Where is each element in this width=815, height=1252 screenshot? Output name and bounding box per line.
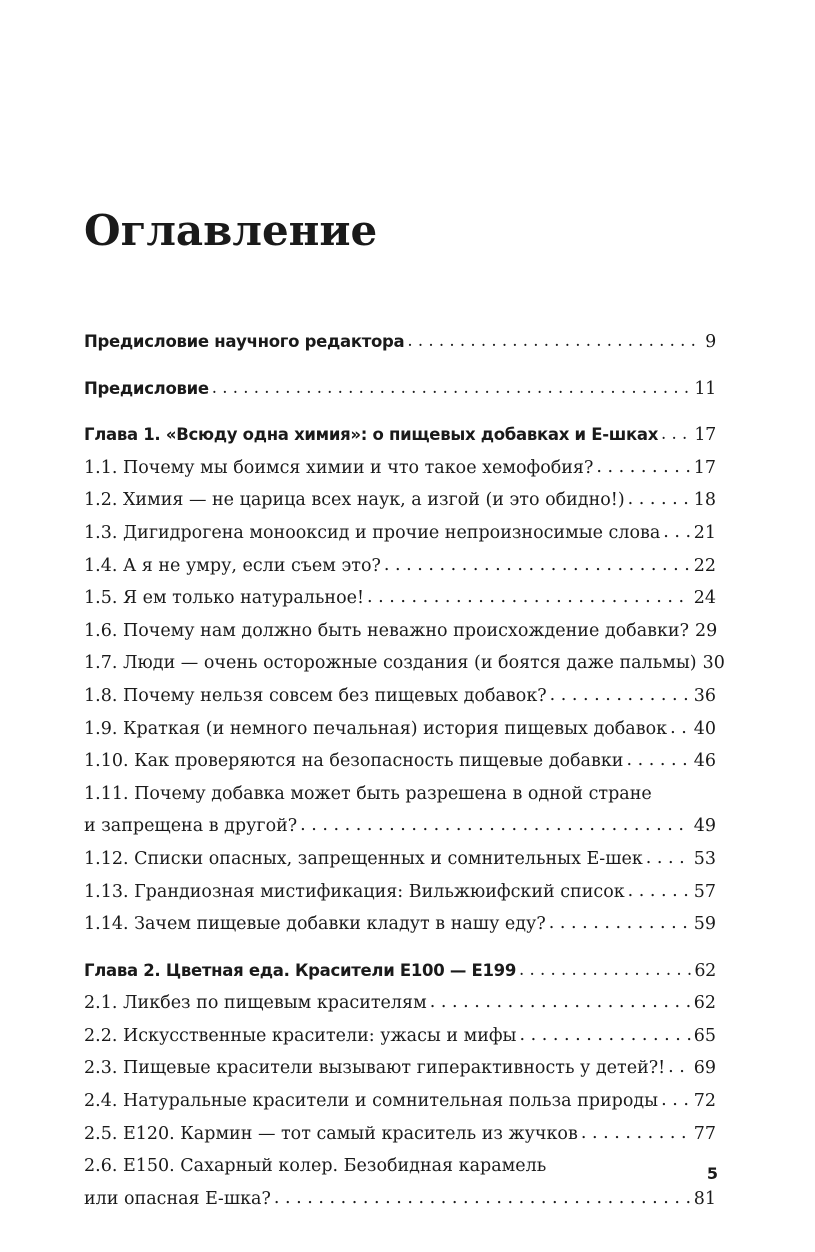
- toc-entry-1-4[interactable]: [84, 550, 716, 583]
- toc-entry-page: 21: [693, 522, 716, 543]
- toc-entry-2-6[interactable]: [84, 1183, 716, 1216]
- toc-entry-label: 1.3. Дигидрогена монооксид и прочие непроизносимые слова: [84, 522, 661, 543]
- toc-entry-chapter-2[interactable]: [84, 955, 716, 988]
- leader-dots: [668, 1051, 691, 1084]
- toc-entry-page: 18: [693, 490, 716, 511]
- toc-entry-label: 1.5. Я ем только натуральное!: [84, 588, 365, 609]
- toc-entry-label: 2.4. Натуральные красители и сомнительная польза природы: [84, 1091, 659, 1112]
- leader-dots: [274, 1182, 691, 1215]
- leader-dots: [549, 907, 691, 940]
- toc-entry-label: 1.9. Краткая (и немного печальная) история пищевых добавок: [84, 718, 668, 739]
- toc-entry-1-11-line1[interactable]: [84, 778, 716, 811]
- toc-entry-1-9[interactable]: [84, 713, 716, 746]
- toc-entry-page: 53: [693, 848, 716, 869]
- toc-entry-label: Глава 2. Цветная еда. Красители Е100 — Е199: [84, 960, 517, 980]
- toc-entry-label: 1.6. Почему нам должно быть неважно происхождение добавки?: [84, 620, 689, 641]
- toc-entry-1-12[interactable]: [84, 843, 716, 876]
- toc-entry-chapter-1[interactable]: [84, 419, 716, 452]
- toc-entry-label: 2.1. Ликбез по пищевым красителям: [84, 993, 427, 1014]
- toc-entry-page: 57: [693, 881, 716, 902]
- toc-entry-label: 2.2. Искусственные красители: ужасы и мифы: [84, 1025, 517, 1046]
- toc-entry-label: 2.3. Пищевые красители вызывают гиперактивность у детей?!: [84, 1058, 666, 1079]
- leader-dots: [663, 516, 690, 549]
- table-of-contents: [84, 326, 725, 1215]
- toc-entry-1-8[interactable]: [84, 680, 716, 713]
- toc-entry-1-13[interactable]: [84, 876, 716, 909]
- toc-entry-label: 2.5. Е120. Кармин — тот самый краситель из жучков: [84, 1123, 578, 1144]
- toc-entry-label: 1.2. Химия — не царица всех наук, а изгой (и это обидно!): [84, 490, 625, 511]
- toc-entry-page: 29: [694, 620, 718, 641]
- toc-entry-2-4[interactable]: [84, 1085, 716, 1118]
- toc-entry-1-5[interactable]: [84, 582, 716, 615]
- toc-entry-1-10[interactable]: [84, 745, 716, 778]
- leader-dots: [367, 581, 691, 614]
- toc-entry-1-3[interactable]: [84, 517, 716, 550]
- page-title: Оглавление: [84, 206, 378, 255]
- leader-dots: [519, 954, 691, 987]
- leader-dots: [384, 549, 691, 582]
- toc-entry-1-6[interactable]: [84, 615, 716, 648]
- toc-entry-2-2[interactable]: [84, 1020, 716, 1053]
- toc-entry-label: Предисловие научного редактора: [84, 332, 405, 351]
- toc-entry-label: или опасная Е-шка?: [84, 1188, 271, 1209]
- toc-entry-2-5[interactable]: [84, 1118, 716, 1151]
- toc-entry-page: 17: [694, 425, 716, 446]
- leader-dots: [646, 842, 691, 875]
- leader-dots: [581, 1117, 691, 1150]
- toc-entry-page: 72: [693, 1091, 716, 1112]
- leader-dots: [626, 744, 690, 777]
- page-number: 5: [706, 1164, 718, 1183]
- leader-dots: [661, 1084, 691, 1117]
- leader-dots: [519, 1019, 690, 1052]
- toc-entry-page: 9: [705, 332, 716, 352]
- toc-entry-label: 1.11. Почему добавка может быть разрешена в одной стране: [84, 783, 652, 804]
- toc-entry-page: 36: [693, 685, 716, 706]
- toc-entry-label: 1.12. Списки опасных, запрещенных и сомнительных Е-шек: [84, 848, 643, 869]
- toc-entry-label: 2.6. Е150. Сахарный колер. Безобидная карамель: [84, 1156, 547, 1177]
- leader-dots: [212, 372, 692, 405]
- toc-entry-page: 81: [693, 1188, 716, 1209]
- toc-entry-label: 1.10. Как проверяются на безопасность пищевые добавки: [84, 751, 624, 772]
- toc-entry-1-11[interactable]: [84, 810, 716, 843]
- toc-entry-page: 65: [693, 1025, 716, 1046]
- toc-entry-page: 69: [693, 1058, 716, 1079]
- leader-dots: [430, 986, 691, 1019]
- leader-dots: [661, 418, 691, 451]
- toc-entry-label: 1.13. Грандиозная мистификация: Вильжюифский список: [84, 881, 625, 902]
- toc-entry-label: Глава 1. «Всюду одна химия»: о пищевых добавках и Е-шках: [84, 425, 659, 445]
- toc-entry-page: 22: [693, 555, 716, 576]
- toc-entry-page: 62: [694, 960, 716, 981]
- toc-entry-1-14[interactable]: [84, 908, 716, 941]
- toc-entry-page: 30: [702, 653, 725, 674]
- toc-entry-label: 1.14. Зачем пищевые добавки кладут в нашу еду?: [84, 914, 546, 935]
- leader-dots: [300, 809, 691, 842]
- toc-entry-1-2[interactable]: [84, 484, 716, 517]
- leader-dots: [407, 325, 702, 358]
- toc-entry-1-7[interactable]: [84, 647, 725, 680]
- toc-entry-page: 59: [693, 914, 716, 935]
- leader-dots: [628, 483, 691, 516]
- toc-entry-page: 17: [693, 457, 716, 478]
- toc-entry-1-1[interactable]: [84, 452, 716, 485]
- toc-entry-label: и запрещена в другой?: [84, 816, 298, 837]
- toc-entry-2-3[interactable]: [84, 1052, 716, 1085]
- toc-entry-label: 1.7. Люди — очень осторожные создания (и боятся даже пальмы): [84, 653, 697, 674]
- toc-entry-editor-preface[interactable]: [84, 326, 716, 359]
- toc-entry-label: 1.8. Почему нельзя совсем без пищевых добавок?: [84, 685, 547, 706]
- toc-entry-2-1[interactable]: [84, 987, 716, 1020]
- toc-entry-page: 49: [693, 816, 716, 837]
- leader-dots: [670, 712, 691, 745]
- toc-entry-preface[interactable]: [84, 373, 716, 406]
- toc-entry-page: 46: [693, 751, 716, 772]
- toc-entry-page: 62: [693, 993, 716, 1014]
- toc-entry-label: 1.4. А я не умру, если съем это?: [84, 555, 381, 576]
- toc-entry-label: Предисловие: [84, 378, 209, 398]
- toc-entry-page: 24: [693, 588, 716, 609]
- toc-entry-page: 11: [694, 378, 716, 399]
- toc-entry-label: 1.1. Почему мы боимся химии и что такое хемофобия?: [84, 457, 594, 478]
- leader-dots: [628, 875, 691, 908]
- leader-dots: [550, 679, 691, 712]
- leader-dots: [596, 451, 690, 484]
- toc-entry-page: 40: [693, 718, 716, 739]
- toc-entry-2-6-line1[interactable]: [84, 1150, 716, 1183]
- toc-entry-page: 77: [693, 1123, 716, 1144]
